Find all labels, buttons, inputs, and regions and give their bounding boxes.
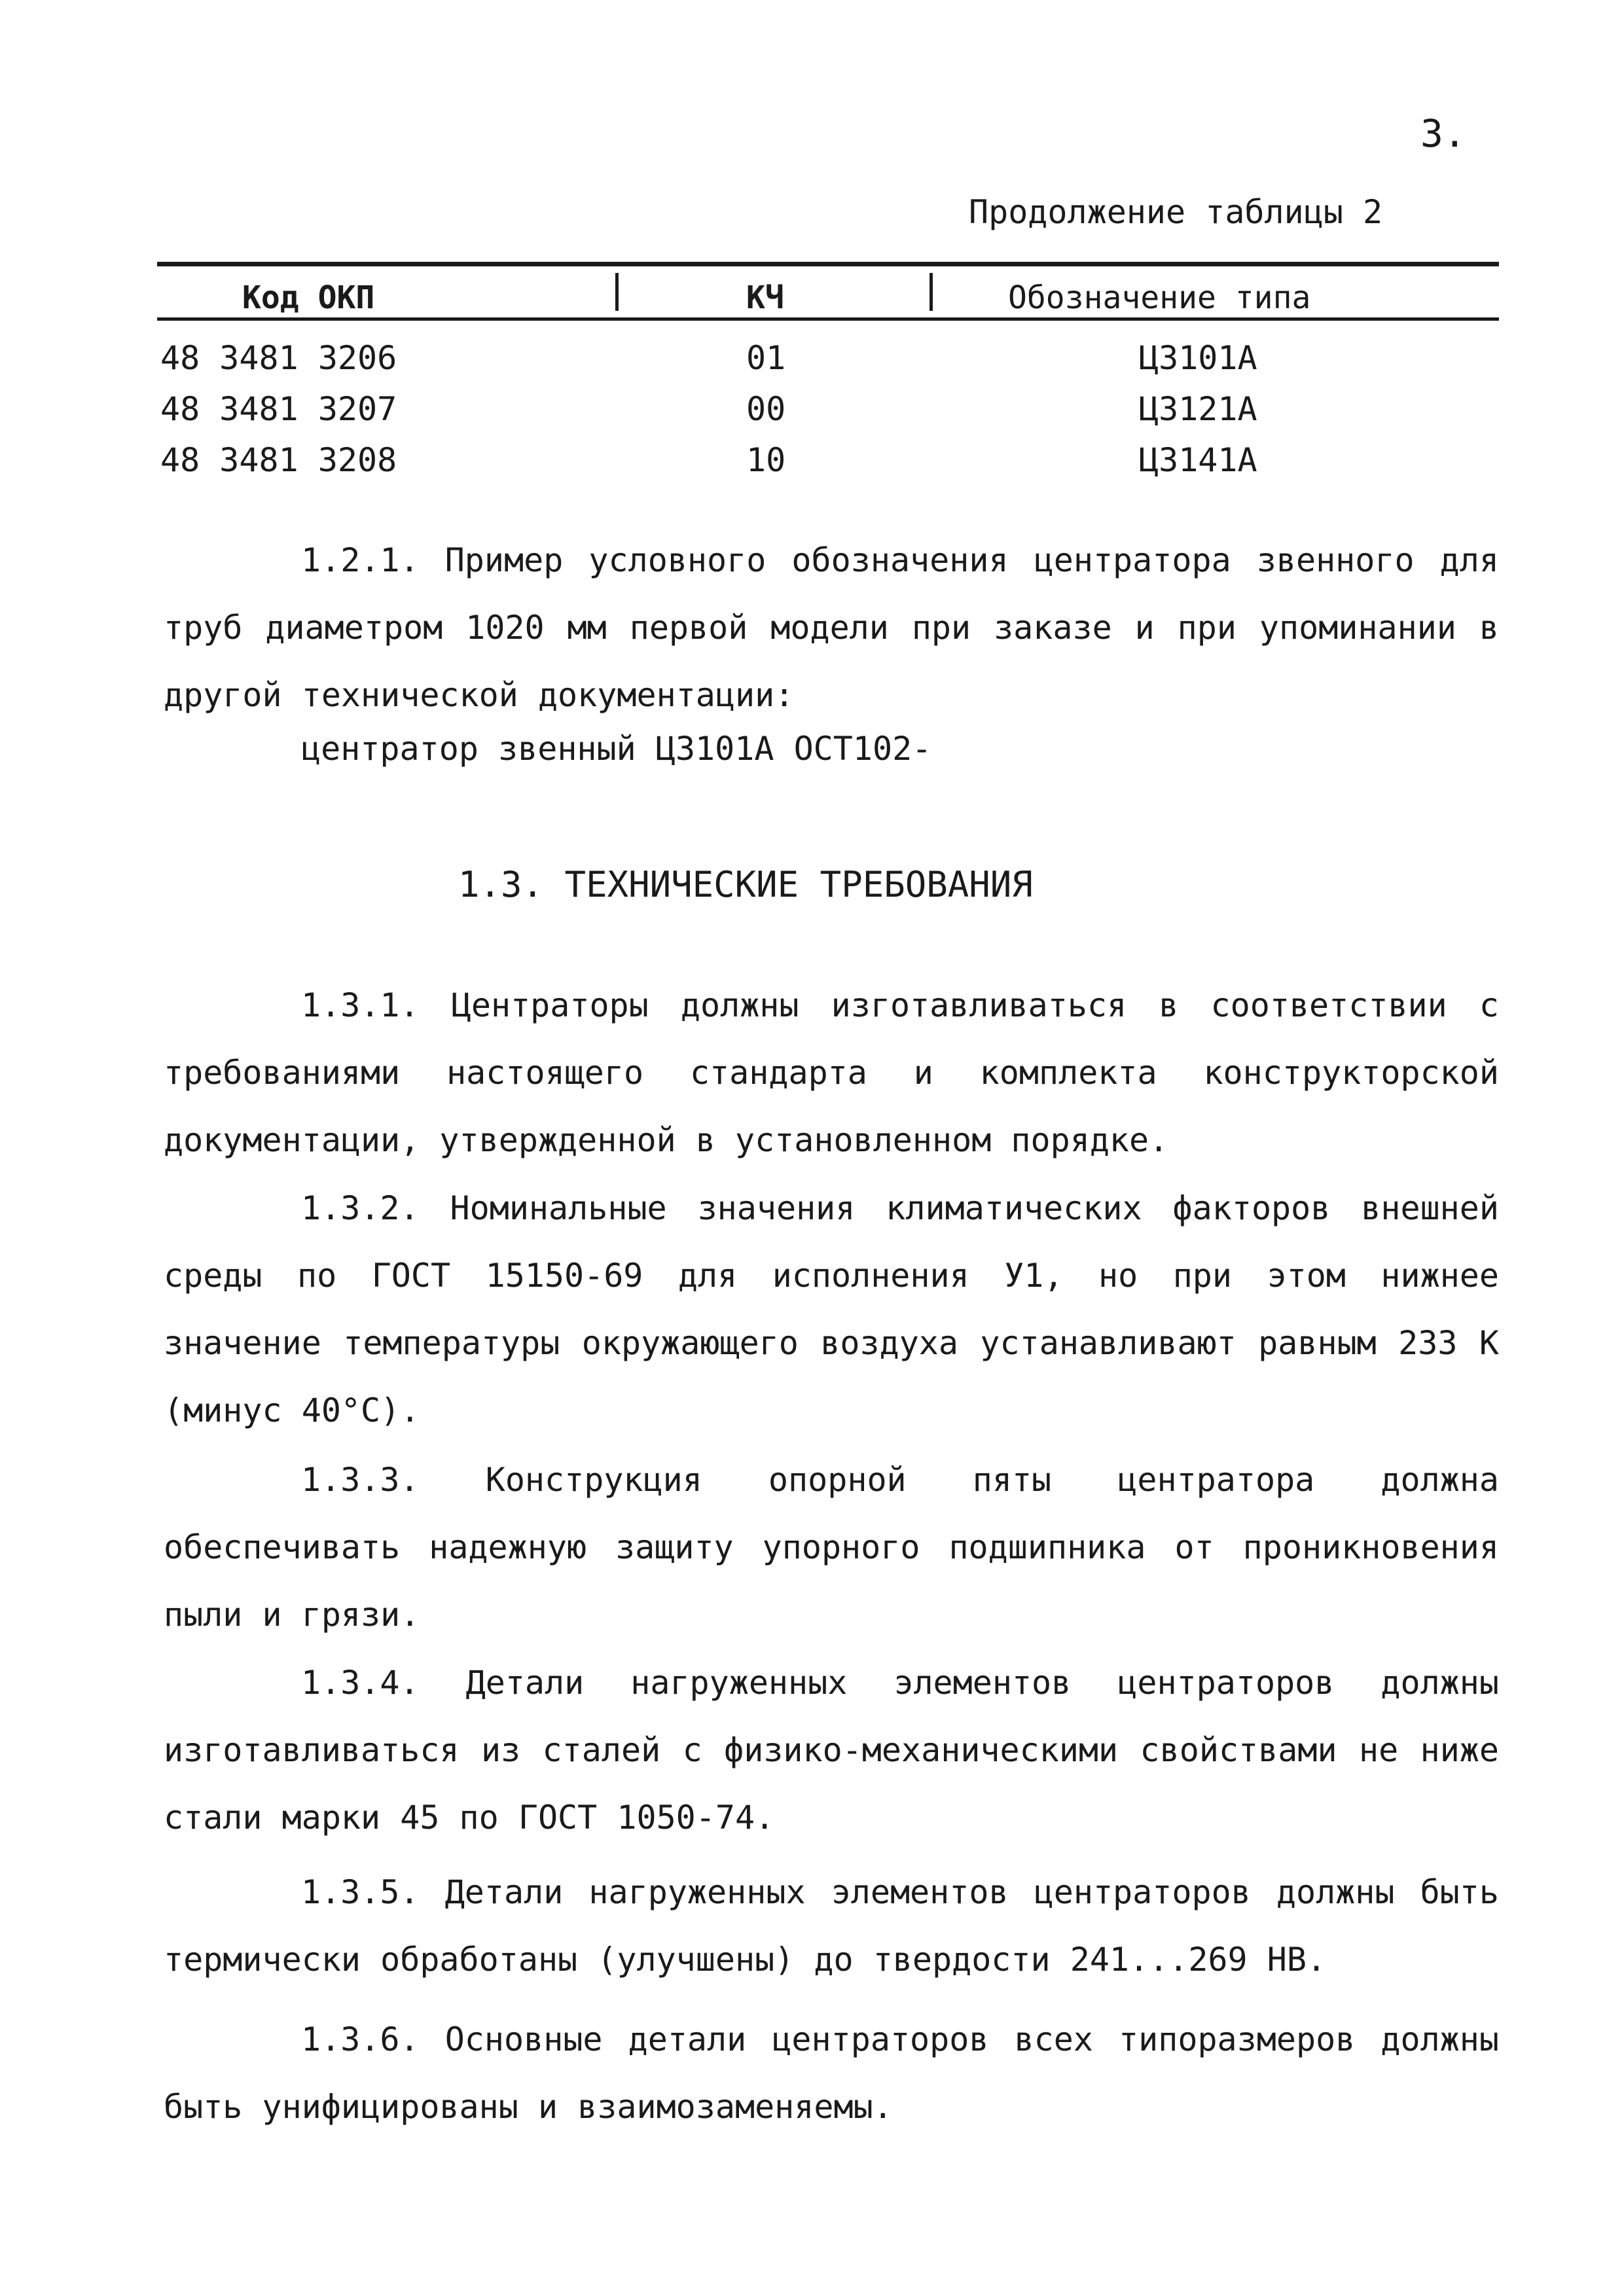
cell-okp-code: 48 3481 3206 [160, 339, 397, 377]
header-separator [615, 273, 619, 311]
section-heading: 1.3. ТЕХНИЧЕСКИЕ ТРЕБОВАНИЯ [458, 864, 1033, 905]
cell-type: ЦЗ141А [1139, 441, 1257, 479]
cell-okp-code: 48 3481 3207 [160, 390, 397, 428]
paragraph-1-3-2: 1.3.2. Номинальные значения климатических факторов внешней среды по ГОСТ 15150-69 для исполнения У1, но при этом нижнее значение температуры окружающего воздуха устанавливают равным 233 К (минус 40°С). [164, 1189, 1499, 1429]
cell-kch: 10 [746, 441, 786, 479]
table-row [157, 437, 1499, 488]
paragraph-1-3-5: 1.3.5. Детали нагруженных элементов центраторов должны быть термически обработаны (улучшены) до твердости 241...269 НВ. [164, 1873, 1499, 1979]
table-top-rule [157, 262, 1499, 266]
paragraph-1-2-1: 1.2.1. Пример условного обозначения центратора звенного для труб диаметром 1020 мм первой модели при заказе и при упоминании в другой технической документации: [164, 541, 1499, 714]
cell-okp-code: 48 3481 3208 [160, 441, 397, 479]
page-number: 3. [1420, 111, 1466, 156]
header-okp-code: Код ОКП [242, 279, 375, 316]
cell-kch: 01 [746, 339, 786, 377]
table-caption: Продолжение таблицы 2 [969, 193, 1383, 231]
okp-table [157, 262, 1499, 488]
header-kch: КЧ [746, 279, 784, 316]
header-separator [929, 273, 933, 311]
paragraph-1-3-1: 1.3.1. Центраторы должны изготавливаться в соответствии с требованиями настоящего стандарта и комплекта конструкторской документации, утвержденной в установленном порядке. [164, 986, 1499, 1159]
cell-type: ЦЗ121А [1139, 390, 1257, 428]
table-header-rule [157, 317, 1499, 321]
table-row [157, 386, 1499, 437]
table-header-row [157, 266, 1499, 317]
table-row [157, 335, 1499, 386]
cell-kch: 00 [746, 390, 786, 428]
header-type-designation: Обозначение типа [1008, 279, 1311, 316]
paragraph-1-3-3: 1.3.3. Конструкция опорной пяты центратора должна обеспечивать надежную защиту упорного подшипника от проникновения пыли и грязи. [164, 1461, 1499, 1634]
cell-type: ЦЗ101А [1139, 339, 1257, 377]
paragraph-1-3-6: 1.3.6. Основные детали центраторов всех типоразмеров должны быть унифицированы и взаимозаменяемы. [164, 2020, 1499, 2126]
paragraph-1-3-4: 1.3.4. Детали нагруженных элементов центраторов должны изготавливаться из сталей с физико-механическими свойствами не ниже стали марки 45 по ГОСТ 1050-74. [164, 1664, 1499, 1837]
designation-example: центратор звенный ЦЗ101А ОСТ102- [301, 730, 932, 768]
